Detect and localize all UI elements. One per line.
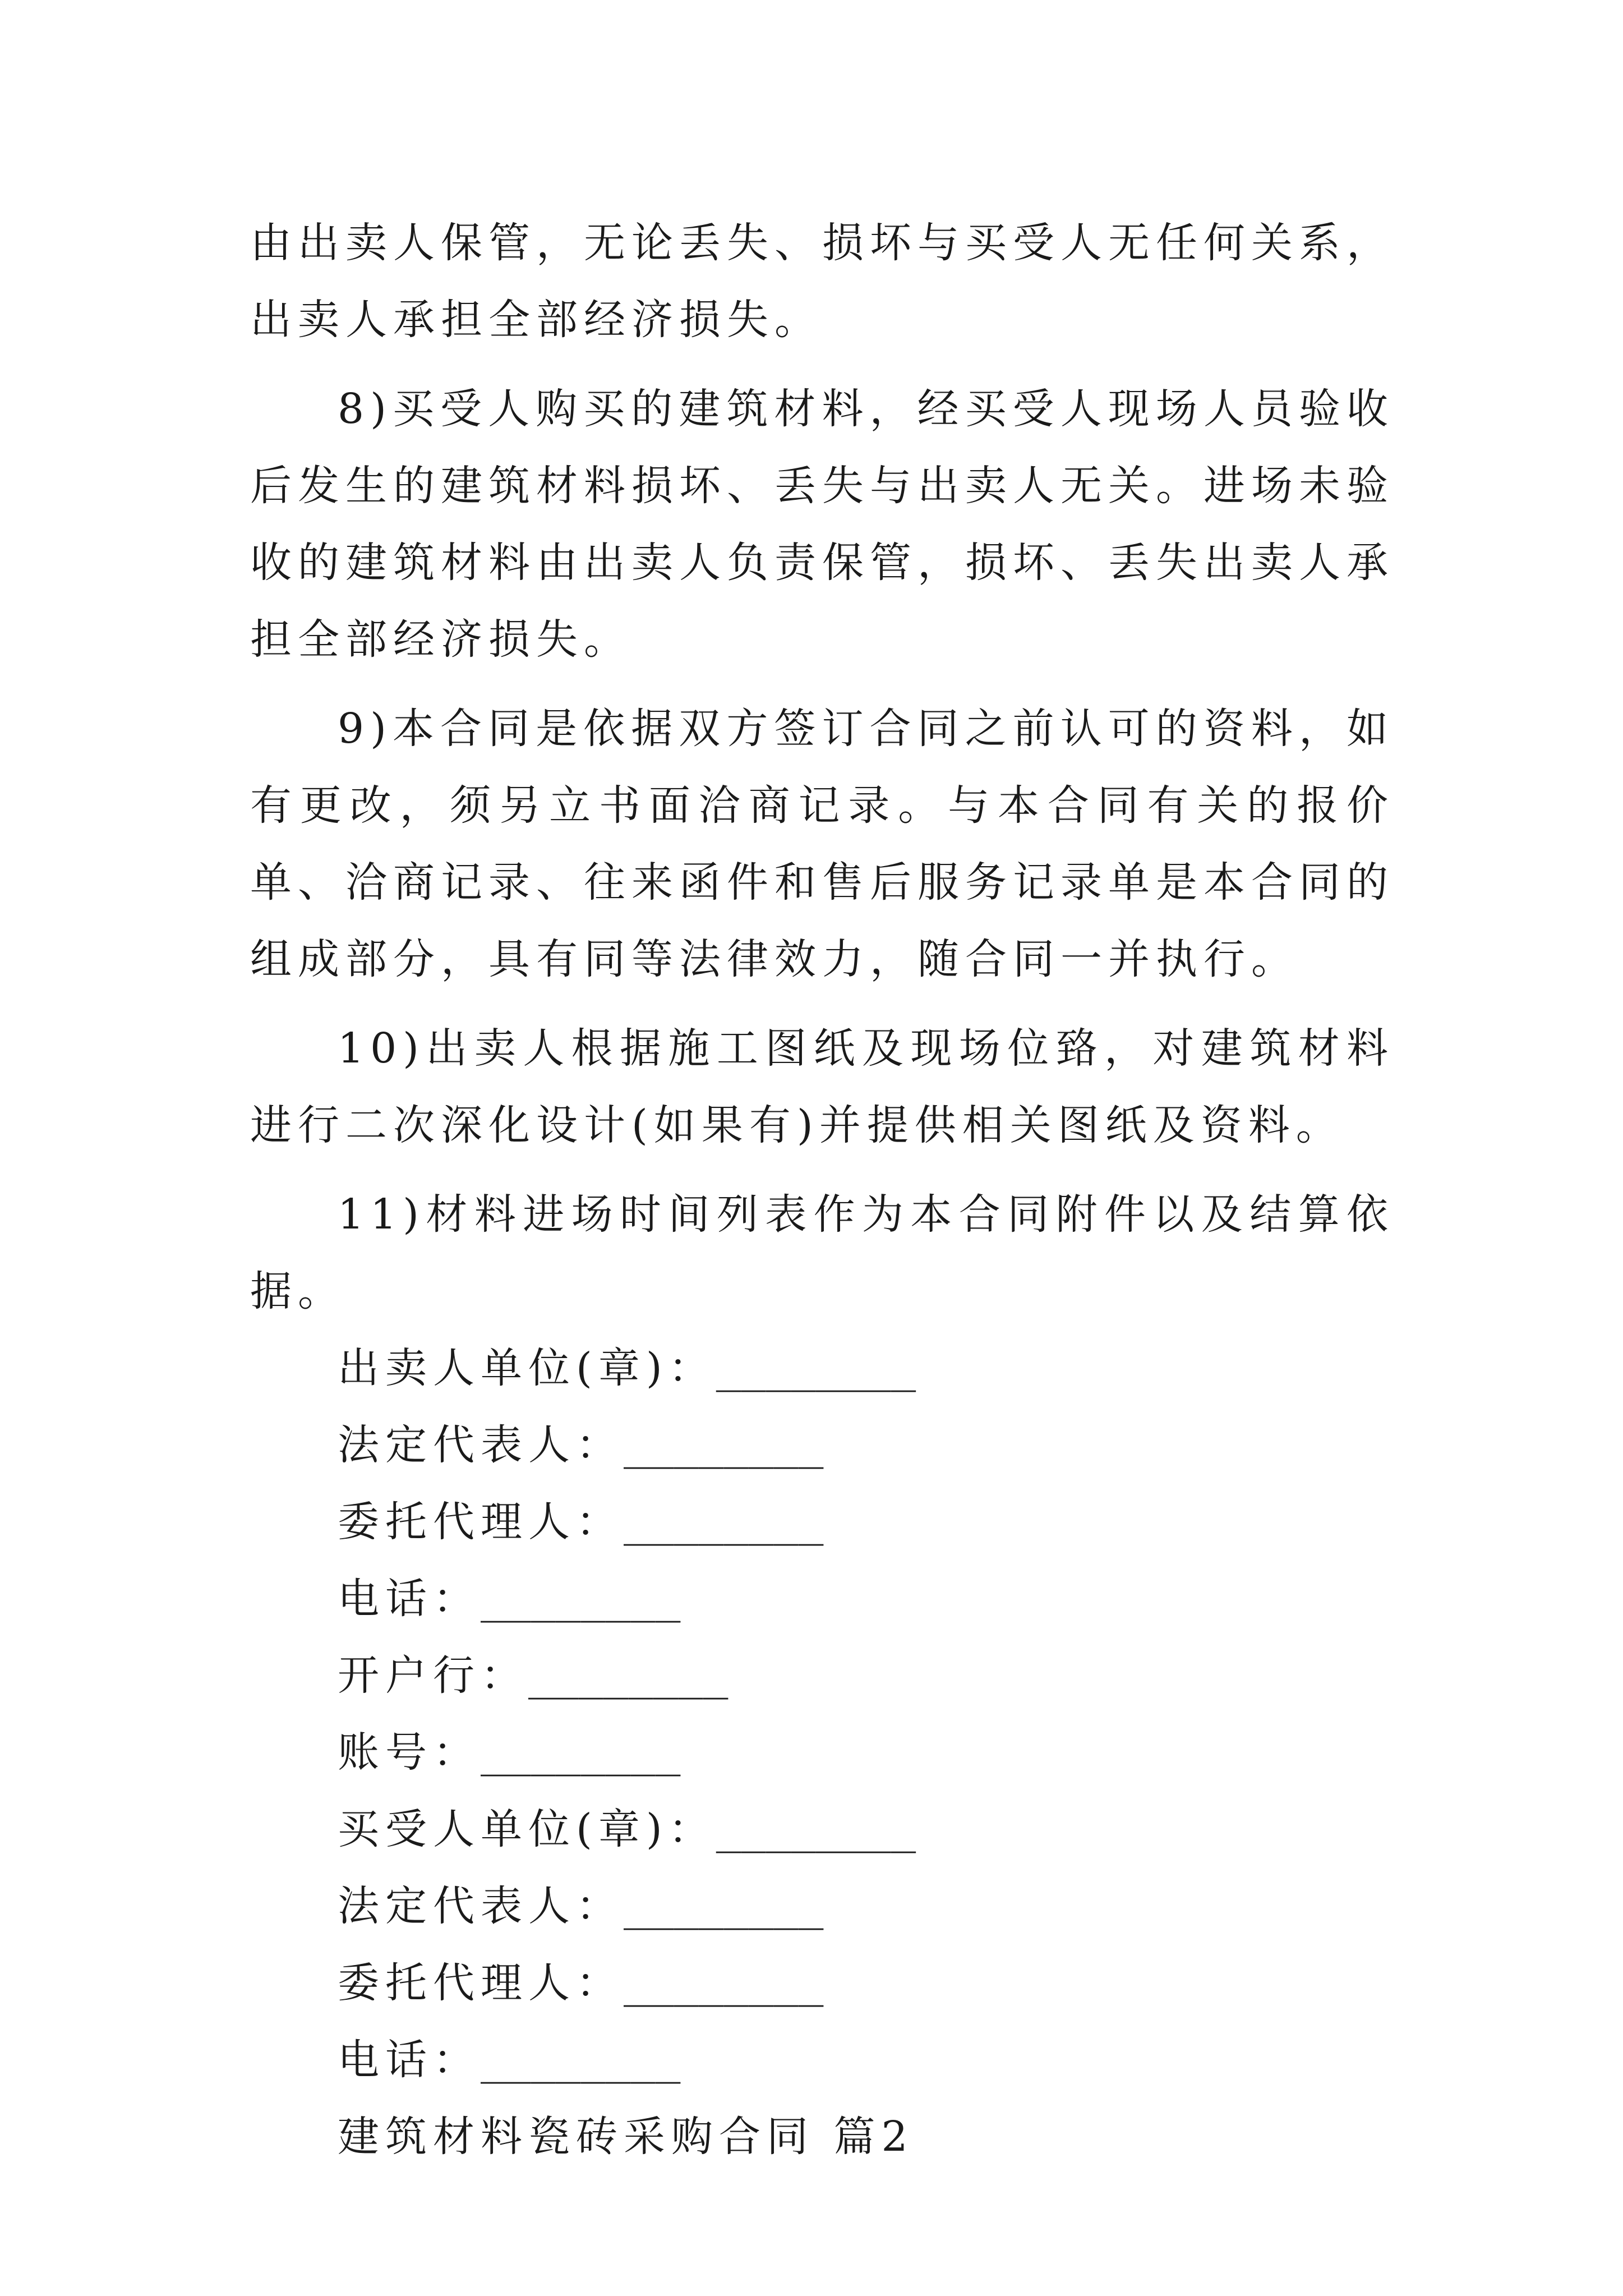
field-label: 电话：	[338, 2036, 481, 2084]
clause-8: 8)买受人购买的建筑材料，经买受人现场人员验收后发生的建筑材料损坏、丢失与出卖人无关。进场未验收的建筑材料由出卖人负责保管，损坏、丢失出卖人承担全部经济损失。	[250, 385, 1394, 664]
field-label: 出卖人单位(章)：	[338, 1344, 716, 1392]
signature-blank: ________	[481, 1728, 681, 1777]
field-label: 法定代表人：	[338, 1882, 624, 1930]
next-section-title: 建筑材料瓷砖采购合同 篇2	[338, 2113, 914, 2161]
signature-blank: ________	[716, 1805, 916, 1853]
signature-blank: ________	[624, 1421, 824, 1469]
buyer-phone-field	[250, 2022, 1394, 2099]
buyer-unit-field	[250, 1791, 1394, 1868]
clause-10: 10)出卖人根据施工图纸及现场位臵，对建筑材料进行二次深化设计(如果有)并提供相关图纸及资料。	[250, 1024, 1394, 1149]
signature-blank: ________	[481, 1575, 681, 1623]
field-label: 电话：	[338, 1575, 481, 1623]
seller-bank-field	[250, 1637, 1394, 1714]
seller-phone-field	[250, 1561, 1394, 1637]
field-label: 账号：	[338, 1728, 481, 1777]
buyer-agent-field	[250, 1945, 1394, 2022]
field-label: 委托代理人：	[338, 1959, 624, 2007]
clause-9: 9)本合同是依据双方签订合同之前认可的资料，如有更改，须另立书面洽商记录。与本合同有关的报价单、洽商记录、往来函件和售后服务记录单是本合同的组成部分，具有同等法律效力，随合同一并执行。	[250, 705, 1394, 983]
signature-blank: ________	[624, 1959, 824, 2007]
seller-unit-field	[250, 1330, 1394, 1407]
seller-legal-rep-field	[250, 1407, 1394, 1484]
paragraph-continuation: 由出卖人保管，无论丢失、损坏与买受人无任何关系，出卖人承担全部经济损失。	[250, 219, 1394, 344]
field-label: 委托代理人：	[338, 1498, 624, 1546]
field-label: 买受人单位(章)：	[338, 1805, 716, 1853]
signature-blank: ________	[624, 1498, 824, 1546]
buyer-legal-rep-field	[250, 1868, 1394, 1945]
field-label: 开户行：	[338, 1651, 528, 1700]
seller-agent-field	[250, 1484, 1394, 1561]
signature-blank: ________	[624, 1882, 824, 1930]
seller-account-field	[250, 1714, 1394, 1791]
signature-blank: ________	[481, 2036, 681, 2084]
clause-11: 11)材料进场时间列表作为本合同附件以及结算依据。	[250, 1190, 1394, 1315]
field-label: 法定代表人：	[338, 1421, 624, 1469]
signature-blank: ________	[716, 1344, 916, 1392]
signature-blank: ________	[528, 1651, 728, 1700]
document-page	[250, 205, 1394, 2175]
